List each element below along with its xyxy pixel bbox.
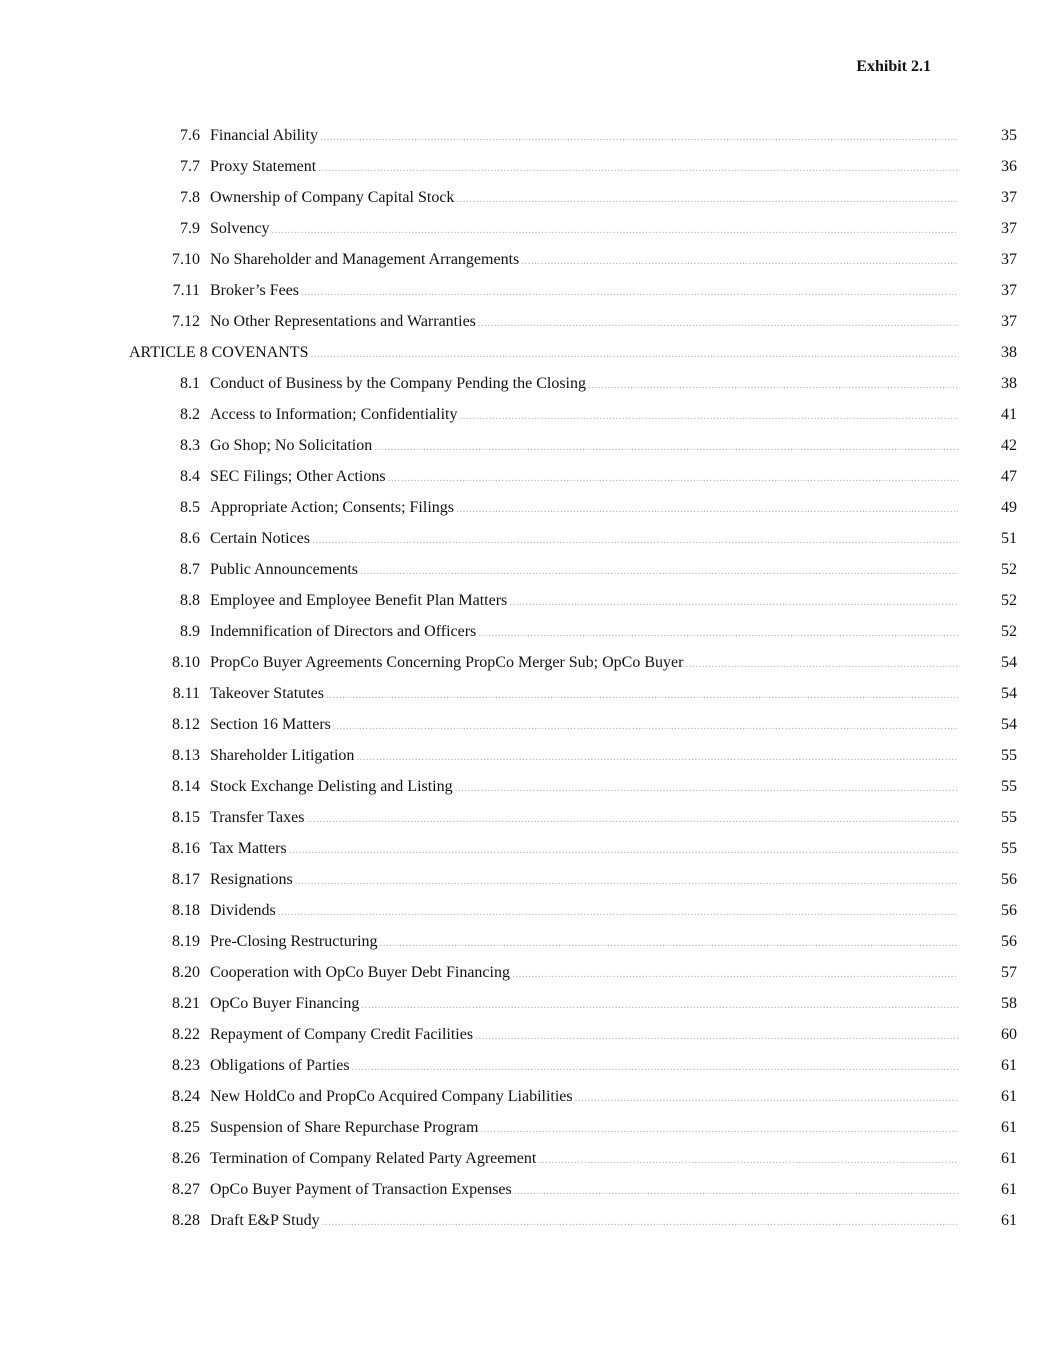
toc-section-number: 8.3 [180,437,200,454]
toc-title-with-leader [210,554,958,587]
toc-section-number: 7.8 [180,189,200,206]
toc-page-number: 61 [1001,1119,1017,1136]
toc-entry [0,709,1055,740]
toc-section-title: Takeover Statutes [210,678,324,709]
dot-leader [538,1145,958,1176]
toc-page-number: 36 [1001,158,1017,175]
toc-page-number: 56 [1001,902,1017,919]
toc-page-number: 54 [1001,685,1017,702]
toc-entry [0,647,1055,678]
toc-section-title: Resignations [210,864,293,895]
toc-section-title: Tax Matters [210,833,287,864]
toc-entry [0,678,1055,709]
toc-page-number: 56 [1001,933,1017,950]
dot-leader [289,835,958,866]
toc-section-number: 8.25 [172,1119,200,1136]
toc-entry [0,988,1055,1019]
dot-leader [588,370,958,401]
toc-page-number: 52 [1001,561,1017,578]
toc-title-with-leader [210,895,958,928]
toc-section-title: Termination of Company Related Party Agreement [210,1143,536,1174]
toc-section-number: 8.9 [180,623,200,640]
dot-leader [278,897,958,928]
toc-title-with-leader [210,957,958,990]
toc-section-title: SEC Filings; Other Actions [210,461,386,492]
toc-entry [0,1174,1055,1205]
toc-title-with-leader [210,120,958,153]
dot-leader [310,339,958,370]
toc-entry [0,275,1055,306]
toc-title-with-leader [210,492,958,525]
toc-page-number: 41 [1001,406,1017,423]
toc-section-title: Draft E&P Study [210,1205,320,1236]
toc-entry [0,430,1055,461]
toc-page-number: 56 [1001,871,1017,888]
dot-leader [575,1083,958,1114]
toc-section-number: 8.27 [172,1181,200,1198]
toc-section-number: 7.9 [180,220,200,237]
toc-page-number: 42 [1001,437,1017,454]
toc-page-number: 54 [1001,654,1017,671]
toc-section-title: Employee and Employee Benefit Plan Matters [210,585,507,616]
toc-entry [0,740,1055,771]
toc-title-with-leader [210,213,958,246]
toc-title-with-leader [210,151,958,184]
toc-page-number: 35 [1001,127,1017,144]
toc-section-number: 7.6 [180,127,200,144]
toc-title-with-leader [210,244,958,277]
toc-title-with-leader [210,368,958,401]
toc-section-title: Pre-Closing Restructuring [210,926,378,957]
toc-section-title: Financial Ability [210,120,318,151]
toc-title-with-leader [210,1081,958,1114]
toc-section-title: Public Announcements [210,554,358,585]
toc-title-with-leader [210,678,958,711]
dot-leader [360,556,958,587]
toc-section-number: 8.26 [172,1150,200,1167]
dot-leader [306,804,958,835]
toc-section-title: Conduct of Business by the Company Pending the Closing [210,368,586,399]
exhibit-label: Exhibit 2.1 [856,58,931,75]
toc-section-number: 8.19 [172,933,200,950]
toc-title-with-leader [210,616,958,649]
toc-title-with-leader [210,988,958,1021]
toc-entry [0,213,1055,244]
toc-section-title: Cooperation with OpCo Buyer Debt Financing [210,957,510,988]
dot-leader [380,928,958,959]
toc-title-with-leader [210,1143,958,1176]
toc-section-number: 8.24 [172,1088,200,1105]
toc-entry [0,1050,1055,1081]
toc-section-title: Shareholder Litigation [210,740,354,771]
toc-section-number: 8.1 [180,375,200,392]
toc-page-number: 55 [1001,747,1017,764]
dot-leader [374,432,958,463]
toc-title-with-leader [210,585,958,618]
toc-section-title: OpCo Buyer Payment of Transaction Expenses [210,1174,512,1205]
toc-entry [0,802,1055,833]
dot-leader [318,153,958,184]
toc-page-number: 37 [1001,313,1017,330]
toc-page-number: 61 [1001,1212,1017,1229]
toc-title-with-leader [210,926,958,959]
dot-leader [322,1207,958,1238]
toc-title-with-leader [210,399,958,432]
toc-title-with-leader [210,864,958,897]
dot-leader [478,308,958,339]
toc-page-number: 61 [1001,1181,1017,1198]
toc-title-with-leader [210,461,958,494]
toc-entry [0,1081,1055,1112]
toc-section-number: 8.17 [172,871,200,888]
toc-section-number: 7.10 [172,251,200,268]
toc-title-with-leader [210,306,958,339]
toc-section-title: Transfer Taxes [210,802,304,833]
toc-page-number: 37 [1001,251,1017,268]
toc-section-number: 8.7 [180,561,200,578]
toc-page-number: 54 [1001,716,1017,733]
toc-title-with-leader [210,771,958,804]
toc-entry [0,120,1055,151]
toc-section-number: 8.11 [172,685,200,702]
toc-page-number: 55 [1001,778,1017,795]
toc-page-number: 58 [1001,995,1017,1012]
toc-section-title: Section 16 Matters [210,709,331,740]
toc-entry [0,368,1055,399]
dot-leader [326,680,958,711]
toc-entry [0,1112,1055,1143]
toc-section-number: 8.28 [172,1212,200,1229]
toc-section-title: New HoldCo and PropCo Acquired Company Liabilities [210,1081,573,1112]
toc-entry [0,306,1055,337]
toc-title-with-leader [210,1019,958,1052]
toc-section-title: Solvency [210,213,270,244]
toc-section-title: Access to Information; Confidentiality [210,399,458,430]
toc-section-title: Indemnification of Directors and Officers [210,616,476,647]
toc-section-number: 8.15 [172,809,200,826]
toc-section-title: Repayment of Company Credit Facilities [210,1019,473,1050]
toc-entry [0,864,1055,895]
table-of-contents [0,120,1055,1236]
toc-section-title: ARTICLE 8 COVENANTS [129,337,308,368]
dot-leader [272,215,958,246]
toc-section-number: 7.7 [180,158,200,175]
dot-leader [455,773,958,804]
dot-leader [361,990,958,1021]
toc-title-with-leader [210,833,958,866]
dot-leader [509,587,958,618]
toc-title-with-leader [210,1050,958,1083]
toc-title-with-leader [210,1112,958,1145]
dot-leader [295,866,958,897]
toc-section-number: 8.20 [172,964,200,981]
toc-section-number: 8.16 [172,840,200,857]
toc-section-title: Stock Exchange Delisting and Listing [210,771,453,802]
dot-leader [521,246,958,277]
toc-section-number: 8.13 [172,747,200,764]
toc-entry [0,244,1055,275]
toc-title-with-leader [129,337,958,370]
dot-leader [352,1052,958,1083]
toc-title-with-leader [210,275,958,308]
toc-entry [0,554,1055,585]
toc-section-number: 8.18 [172,902,200,919]
toc-entry [0,1205,1055,1236]
toc-entry [0,461,1055,492]
toc-entry [0,1019,1055,1050]
dot-leader [456,494,958,525]
toc-entry [0,833,1055,864]
toc-title-with-leader [210,647,958,680]
toc-section-number: 8.21 [172,995,200,1012]
toc-section-title: Ownership of Company Capital Stock [210,182,454,213]
toc-section-number: 8.23 [172,1057,200,1074]
toc-entry [0,771,1055,802]
toc-section-title: Certain Notices [210,523,310,554]
toc-section-title: PropCo Buyer Agreements Concerning PropCo Merger Sub; OpCo Buyer [210,647,683,678]
dot-leader [478,618,958,649]
toc-section-number: 7.12 [172,313,200,330]
toc-title-with-leader [210,182,958,215]
toc-section-title: Dividends [210,895,276,926]
toc-section-number: 8.14 [172,778,200,795]
toc-title-with-leader [210,709,958,742]
toc-page-number: 38 [1001,375,1017,392]
toc-page-number: 49 [1001,499,1017,516]
toc-page-number: 61 [1001,1088,1017,1105]
toc-page-number: 37 [1001,220,1017,237]
dot-leader [456,184,958,215]
toc-entry [0,182,1055,213]
toc-page-number: 55 [1001,840,1017,857]
dot-leader [320,122,958,153]
toc-entry [0,616,1055,647]
toc-page-number: 57 [1001,964,1017,981]
toc-title-with-leader [210,430,958,463]
toc-article-heading [0,337,1055,368]
toc-page-number: 60 [1001,1026,1017,1043]
dot-leader [356,742,958,773]
dot-leader [301,277,958,308]
toc-section-title: No Other Representations and Warranties [210,306,476,337]
toc-entry [0,523,1055,554]
dot-leader [475,1021,958,1052]
toc-title-with-leader [210,1205,958,1238]
toc-entry [0,492,1055,523]
toc-page-number: 37 [1001,282,1017,299]
toc-page-number: 52 [1001,623,1017,640]
dot-leader [512,959,958,990]
toc-section-title: No Shareholder and Management Arrangements [210,244,519,275]
toc-section-number: 8.6 [180,530,200,547]
toc-page-number: 52 [1001,592,1017,609]
dot-leader [388,463,958,494]
toc-page-number: 37 [1001,189,1017,206]
toc-entry [0,151,1055,182]
toc-title-with-leader [210,1174,958,1207]
toc-title-with-leader [210,523,958,556]
toc-section-number: 8.12 [172,716,200,733]
toc-title-with-leader [210,802,958,835]
dot-leader [514,1176,958,1207]
toc-section-title: Appropriate Action; Consents; Filings [210,492,454,523]
toc-section-number: 8.22 [172,1026,200,1043]
toc-page-number: 38 [1001,344,1017,361]
toc-section-title: Broker’s Fees [210,275,299,306]
dot-leader [685,649,958,680]
toc-page-number: 61 [1001,1057,1017,1074]
toc-section-number: 8.4 [180,468,200,485]
toc-section-number: 7.11 [172,282,200,299]
toc-section-title: OpCo Buyer Financing [210,988,359,1019]
dot-leader [312,525,958,556]
toc-entry [0,926,1055,957]
toc-section-number: 8.10 [172,654,200,671]
toc-entry [0,895,1055,926]
toc-entry [0,585,1055,616]
dot-leader [460,401,959,432]
toc-title-with-leader [210,740,958,773]
toc-section-title: Obligations of Parties [210,1050,350,1081]
toc-section-number: 8.5 [180,499,200,516]
toc-page-number: 61 [1001,1150,1017,1167]
toc-entry [0,957,1055,988]
toc-section-title: Proxy Statement [210,151,316,182]
toc-section-number: 8.2 [180,406,200,423]
toc-entry [0,1143,1055,1174]
toc-page-number: 51 [1001,530,1017,547]
toc-section-title: Go Shop; No Solicitation [210,430,372,461]
toc-entry [0,399,1055,430]
toc-page-number: 55 [1001,809,1017,826]
dot-leader [480,1114,958,1145]
toc-page-number: 47 [1001,468,1017,485]
dot-leader [333,711,958,742]
toc-section-number: 8.8 [180,592,200,609]
toc-section-title: Suspension of Share Repurchase Program [210,1112,478,1143]
